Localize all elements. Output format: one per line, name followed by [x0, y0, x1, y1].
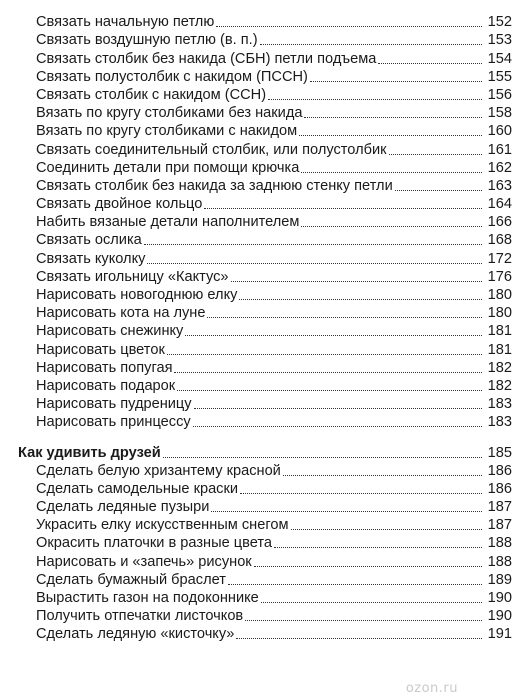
toc-entry: [0, 285, 522, 303]
dot-leader: [204, 207, 482, 209]
toc-entry: [0, 30, 522, 48]
toc-heading-page: 185: [487, 444, 512, 461]
toc-entry-title: Нарисовать кота на луне: [36, 305, 206, 322]
toc-entry-page: 163: [487, 177, 512, 194]
toc-heading-title: Как удивить друзей: [18, 444, 161, 461]
dot-leader: [174, 371, 482, 373]
dot-leader: [185, 334, 482, 336]
dot-leader: [389, 153, 482, 155]
toc-entry-title: Нарисовать и «запечь» рисунок: [36, 553, 252, 570]
dot-leader: [260, 43, 482, 45]
toc-entry-page: 189: [487, 571, 512, 588]
toc-entry-title: Нарисовать новогоднюю елку: [36, 287, 238, 303]
toc-entry-title: Связать игольницу «Кактус»: [36, 268, 229, 285]
toc-entry: [0, 461, 522, 479]
toc-entry: [0, 376, 522, 394]
toc-entry-page: 180: [487, 287, 512, 303]
dot-leader: [310, 80, 482, 82]
toc-entry-page: 182: [487, 377, 512, 394]
toc-entry-page: 187: [487, 499, 512, 516]
toc-entry-page: 188: [487, 553, 512, 570]
dot-leader: [194, 407, 482, 409]
toc-entry-title: Связать начальную петлю: [36, 14, 215, 31]
dot-leader: [301, 225, 482, 227]
toc-entry-title: Связать столбик без накида (СБН) петли подъема: [36, 50, 377, 67]
toc-entry-title: Вырастить газон на подоконнике: [36, 590, 259, 606]
toc-entry: [0, 394, 522, 412]
dot-leader: [261, 601, 482, 603]
toc-entry-title: Вязать по кругу столбиками с накидом: [36, 123, 298, 140]
toc-entry-title: Нарисовать цветок: [36, 341, 165, 358]
toc-entry-page: 153: [487, 32, 512, 49]
toc-entry-title: Нарисовать снежинку: [36, 323, 184, 340]
dot-leader: [228, 583, 482, 585]
toc-entry-title: Нарисовать попугая: [36, 359, 173, 376]
toc-entry-page: 176: [487, 268, 512, 285]
toc-entry-page: 190: [487, 608, 512, 625]
toc-entry-page: 154: [487, 50, 512, 67]
toc-entry-title: Связать столбик без накида за заднюю стенку петли: [36, 177, 393, 194]
toc-entry: [0, 606, 522, 624]
toc-entry-page: 161: [487, 141, 512, 158]
dot-leader: [291, 528, 482, 530]
toc-entry-page: 155: [487, 68, 512, 85]
toc-entry-title: Украсить елку искусственным снегом: [36, 517, 289, 534]
toc-entry-title: Нарисовать пудреницу: [36, 396, 192, 413]
toc-entry-title: Сделать белую хризантему красной: [36, 462, 281, 479]
toc-entry-page: 181: [487, 323, 512, 340]
dot-leader: [207, 316, 482, 318]
table-of-contents: [0, 12, 522, 642]
toc-entry: [0, 248, 522, 266]
toc-entry-title: Получить отпечатки листочков: [36, 608, 244, 625]
toc-entry: [0, 158, 522, 176]
toc-entry-title: Связать полустолбик с накидом (ПССН): [36, 68, 308, 85]
toc-entry: [0, 267, 522, 285]
toc-entry-page: 160: [487, 123, 512, 140]
toc-entry-page: 164: [487, 196, 512, 213]
toc-entry: [0, 358, 522, 376]
toc-entry: [0, 67, 522, 85]
toc-entry-title: Окрасить платочки в разные цвета: [36, 535, 272, 552]
dot-leader: [193, 425, 482, 427]
toc-entry: [0, 339, 522, 357]
toc-entry-title: Нарисовать подарок: [36, 377, 176, 394]
toc-entry-title: Связать двойное кольцо: [36, 196, 203, 213]
toc-entry-title: Связать соединительный столбик, или полустолбик: [36, 141, 387, 158]
dot-leader: [239, 298, 482, 300]
toc-entry-title: Связать воздушную петлю (в. п.): [36, 32, 258, 49]
dot-leader: [177, 389, 482, 391]
toc-entry-title: Связать ослика: [36, 232, 142, 249]
toc-entry: [0, 103, 522, 121]
toc-entry-page: 188: [487, 535, 512, 552]
toc-entry-page: 180: [487, 305, 512, 322]
toc-entry-page: 168: [487, 232, 512, 249]
dot-leader: [236, 637, 482, 639]
toc-entry-page: 156: [487, 86, 512, 103]
dot-leader: [274, 546, 482, 548]
toc-entry: [0, 12, 522, 30]
toc-entry: [0, 570, 522, 588]
ozon-watermark: ozon.ru: [405, 681, 458, 696]
toc-entry-title: Сделать ледяные пузыри: [36, 499, 210, 516]
toc-entry-page: 186: [487, 462, 512, 479]
dot-leader: [301, 171, 482, 173]
dot-leader: [378, 62, 482, 64]
toc-entry: [0, 303, 522, 321]
dot-leader: [144, 243, 482, 245]
toc-entry-page: 152: [487, 14, 512, 31]
toc-entry-page: 183: [487, 396, 512, 413]
toc-entry: [0, 85, 522, 103]
toc-entry-page: 190: [487, 590, 512, 606]
toc-section-heading: [0, 442, 522, 460]
toc-entry-title: Связать куколку: [36, 250, 146, 267]
toc-entry: [0, 588, 522, 606]
toc-entry-page: 172: [487, 250, 512, 267]
section-gap: [0, 430, 522, 442]
toc-entry-title: Соединить детали при помощи крючка: [36, 159, 300, 176]
toc-entry: [0, 412, 522, 430]
toc-entry: [0, 48, 522, 66]
toc-entry-page: 158: [487, 105, 512, 122]
toc-entry-page: 191: [487, 626, 512, 643]
toc-entry: [0, 230, 522, 248]
toc-entry-page: 187: [487, 517, 512, 534]
toc-entry: [0, 321, 522, 339]
toc-entry-page: 166: [487, 214, 512, 231]
dot-leader: [268, 98, 482, 100]
toc-entry: [0, 176, 522, 194]
toc-entry-page: 162: [487, 159, 512, 176]
toc-entry-page: 182: [487, 359, 512, 376]
toc-entry-title: Сделать ледяную «кисточку»: [36, 626, 235, 643]
toc-section-surprise-friends: [0, 442, 522, 642]
toc-entry-page: 181: [487, 341, 512, 358]
dot-leader: [283, 474, 482, 476]
toc-entry: [0, 624, 522, 642]
toc-entry: [0, 515, 522, 533]
toc-entry: [0, 479, 522, 497]
dot-leader: [240, 492, 482, 494]
toc-entry: [0, 194, 522, 212]
toc-entry-page: 183: [487, 414, 512, 431]
dot-leader: [304, 116, 482, 118]
dot-leader: [167, 353, 482, 355]
dot-leader: [216, 25, 482, 27]
dot-leader: [299, 134, 482, 136]
toc-entry: [0, 121, 522, 139]
toc-entry: [0, 212, 522, 230]
toc-section-crafts: [0, 12, 522, 430]
toc-entry-title: Вязать по кругу столбиками без накида: [36, 105, 303, 122]
toc-entry: [0, 139, 522, 157]
toc-entry: [0, 497, 522, 515]
toc-entry-title: Нарисовать принцессу: [36, 414, 191, 431]
dot-leader: [163, 456, 482, 458]
toc-entry-title: Сделать бумажный браслет: [36, 571, 226, 588]
toc-entry-page: 186: [487, 480, 512, 497]
dot-leader: [147, 262, 482, 264]
dot-leader: [231, 280, 482, 282]
toc-entry-title: Связать столбик с накидом (ССН): [36, 86, 267, 103]
toc-entry: [0, 551, 522, 569]
dot-leader: [395, 189, 482, 191]
toc-entry: [0, 533, 522, 551]
toc-entry-title: Сделать самодельные краски: [36, 480, 239, 497]
toc-entry-title: Набить вязаные детали наполнителем: [36, 214, 300, 231]
dot-leader: [254, 565, 482, 567]
dot-leader: [211, 510, 482, 512]
dot-leader: [245, 619, 482, 621]
